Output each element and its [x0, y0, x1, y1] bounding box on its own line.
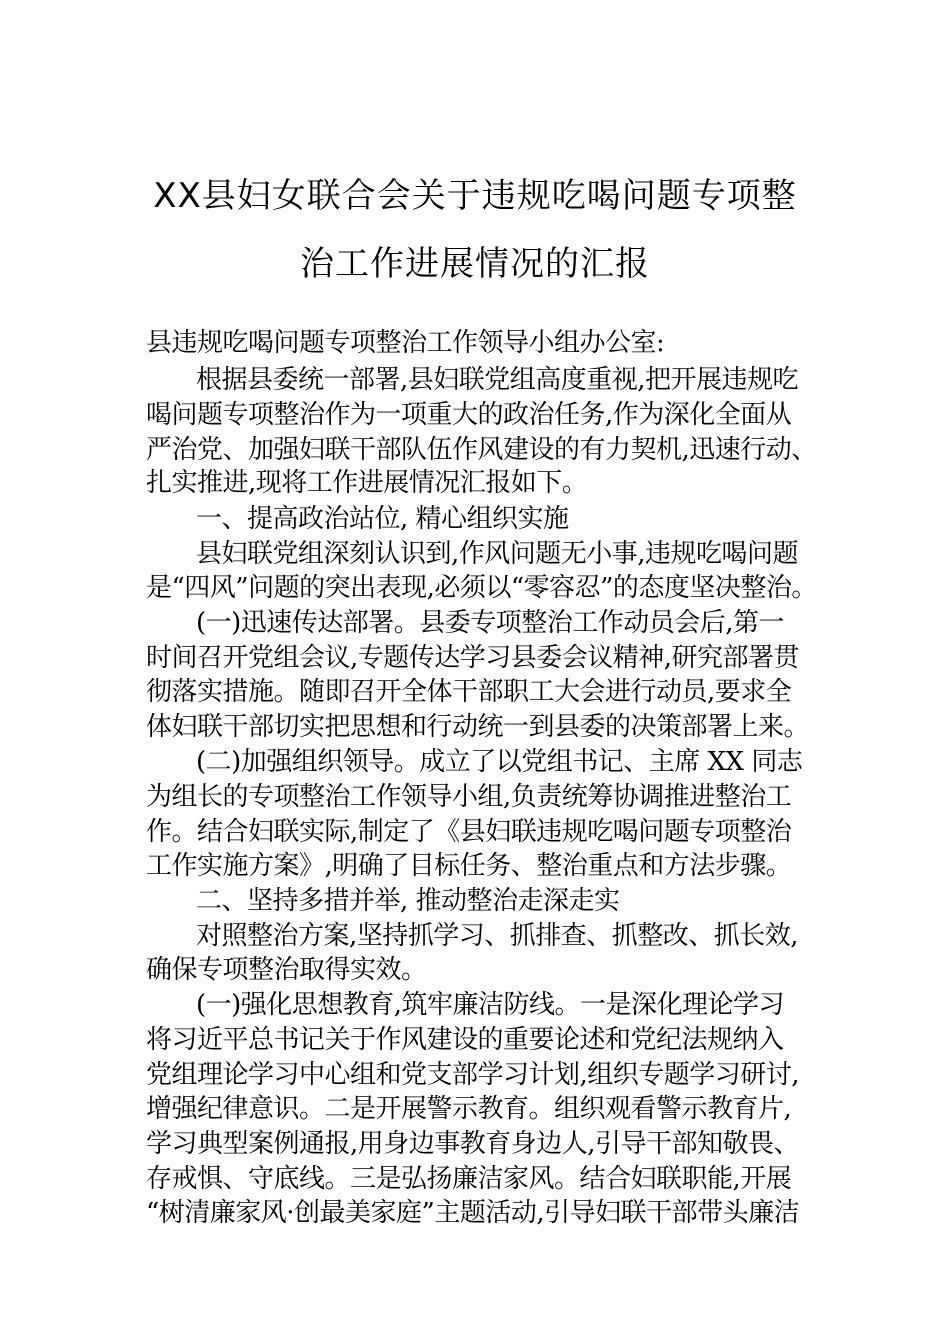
- body-line: “树清廉家风·创最美家庭”主题活动,引导妇联干部带头廉洁: [146, 1198, 800, 1228]
- body-line: 根据县委统一部署,县妇联党组高度重视,把开展违规吃: [196, 365, 799, 395]
- body-line: 存戒惧、守底线。三是弘扬廉洁家风。结合妇联职能,开展: [146, 1164, 792, 1194]
- section-heading-2: 二、坚持多措并举, 推动整治走深走实: [196, 886, 620, 916]
- document-title-line-1: XX县妇女联合会关于违规吃喝问题专项整: [153, 176, 797, 216]
- section-heading-1: 一、提高政治站位, 精心组织实施: [196, 504, 569, 534]
- body-line: 扎实推进,现将工作进展情况汇报如下。: [146, 468, 588, 498]
- body-line: 对照整治方案,坚持抓学习、抓排查、抓整改、抓长效,: [196, 921, 799, 951]
- addressee-line: 县违规吃喝问题专项整治工作领导小组办公室:: [146, 328, 665, 358]
- body-line: 县妇联党组深刻认识到,作风问题无小事,违规吃喝问题: [196, 539, 799, 569]
- body-line: 增强纪律意识。二是开展警示教育。组织观看警示教育片,: [146, 1094, 792, 1124]
- body-line: 喝问题专项整治作为一项重大的政治任务,作为深化全面从: [146, 400, 792, 430]
- body-line: 党组理论学习中心组和党支部学习计划,组织专题学习研讨,: [146, 1060, 800, 1090]
- body-line: 工作实施方案》,明确了目标任务、整治重点和方法步骤。: [146, 851, 792, 881]
- body-line: 将习近平总书记关于作风建设的重要论述和党纪法规纳入: [146, 1025, 784, 1055]
- body-line: 学习典型案例通报,用身边事教育身边人,引导干部知敬畏、: [146, 1129, 800, 1159]
- body-line: (二)加强组织领导。成立了以党组书记、主席 XX 同志: [196, 747, 803, 777]
- body-line: 时间召开党组会议,专题传达学习县委会议精神,研究部署贯: [146, 643, 800, 673]
- body-line: 为组长的专项整治工作领导小组,负责统筹协调推进整治工: [146, 782, 792, 812]
- body-line: 体妇联干部切实把思想和行动统一到县委的决策部署上来。: [146, 712, 810, 742]
- body-line: (一)强化思想教育,筑牢廉洁防线。一是深化理论学习: [196, 990, 785, 1020]
- body-line: 彻落实措施。随即召开全体干部职工大会进行动员,要求全: [146, 677, 792, 707]
- document-title-line-2: 治工作进展情况的汇报: [300, 244, 650, 284]
- body-line: 作。结合妇联实际,制定了《县妇联违规吃喝问题专项整治: [146, 817, 792, 847]
- body-line: 确保专项整治取得实效。: [146, 955, 427, 985]
- body-line: (一)迅速传达部署。县委专项整治工作动员会后,第一: [196, 608, 785, 638]
- body-line: 严治党、加强妇联干部队伍作风建设的有力契机,迅速行动、: [146, 435, 817, 465]
- body-line: 是“四风”问题的突出表现,必须以“零容忍”的态度坚决整治。: [146, 573, 817, 603]
